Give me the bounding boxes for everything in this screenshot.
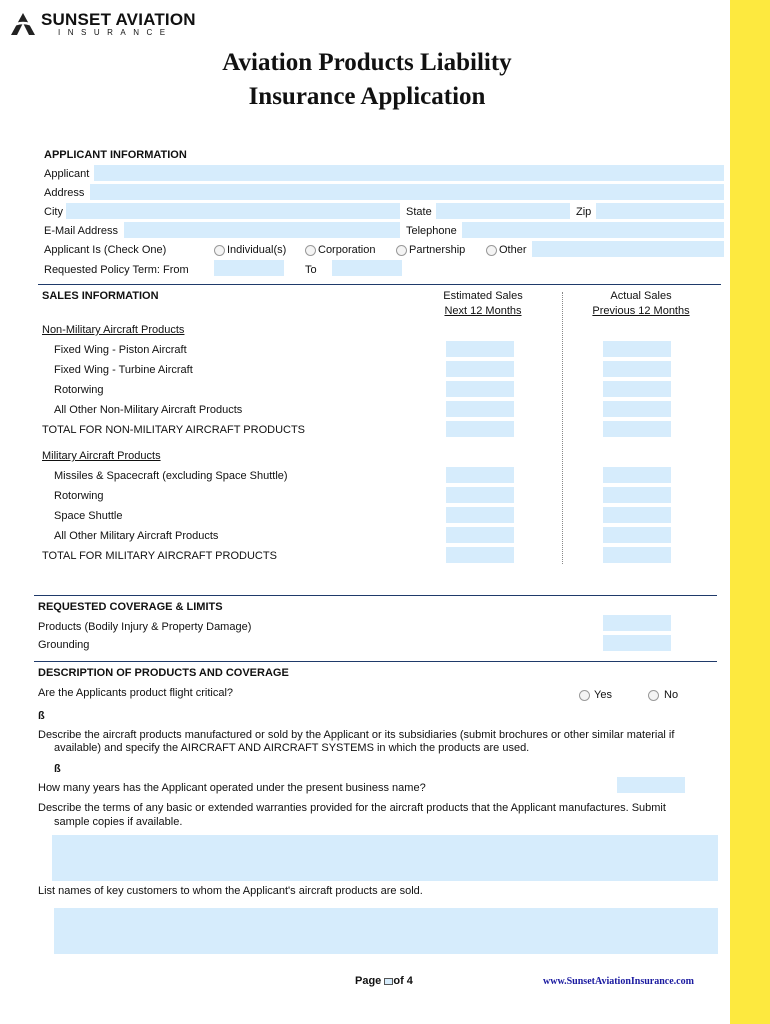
page-prefix: Page — [355, 975, 382, 987]
partnership-radio[interactable] — [396, 245, 407, 256]
title-line-2: Insurance Application — [248, 83, 486, 110]
corporation-radio[interactable] — [305, 245, 316, 256]
page-title — [150, 46, 584, 114]
term-to-label: To — [305, 264, 317, 276]
mil-total-actual-field[interactable] — [603, 547, 671, 563]
section-divider — [34, 595, 717, 596]
mil-item-other: All Other Military Aircraft Products — [54, 530, 219, 542]
nonmil-total-label: TOTAL FOR NON-MILITARY AIRCRAFT PRODUCTS — [42, 424, 306, 436]
customers-question: List names of key customers to whom the Applicant's aircraft products are sold. — [38, 885, 423, 897]
flight-critical-yes-radio[interactable] — [579, 690, 590, 701]
glyph-marker: ß — [38, 710, 45, 722]
mil-total-estimated-field[interactable] — [446, 547, 514, 563]
mil-total-label: TOTAL FOR MILITARY AIRCRAFT PRODUCTS — [42, 550, 277, 562]
products-coverage-label: Products (Bodily Injury & Property Damage) — [38, 621, 252, 633]
mil-shuttle-estimated-field[interactable] — [446, 507, 514, 523]
customers-textarea[interactable] — [54, 908, 718, 954]
estimated-sales-header: Estimated Sales — [443, 290, 523, 302]
section-divider — [38, 284, 721, 285]
other-field[interactable] — [532, 241, 724, 257]
mil-rotorwing-estimated-field[interactable] — [446, 487, 514, 503]
actual-sales-subheader: Previous 12 Months — [592, 305, 690, 317]
coverage-heading: REQUESTED COVERAGE & LIMITS — [38, 601, 223, 613]
nonmil-item-piston: Fixed Wing - Piston Aircraft — [54, 344, 187, 356]
mil-item-rotorwing: Rotorwing — [54, 490, 104, 502]
logo-subtitle: INSURANCE — [58, 28, 173, 37]
website-link[interactable]: www.SunsetAviationInsurance.com — [543, 976, 694, 987]
page-suffix: of 4 — [393, 975, 413, 987]
description-heading: DESCRIPTION OF PRODUCTS AND COVERAGE — [38, 667, 289, 679]
email-field[interactable] — [124, 222, 400, 238]
years-question: How many years has the Applicant operated under the present business name? — [38, 782, 426, 794]
yellow-side-bar — [730, 0, 770, 1024]
mil-other-actual-field[interactable] — [603, 527, 671, 543]
mil-shuttle-actual-field[interactable] — [603, 507, 671, 523]
flight-critical-question: Are the Applicants product flight critical? — [38, 687, 234, 699]
mil-rotorwing-actual-field[interactable] — [603, 487, 671, 503]
mil-missiles-estimated-field[interactable] — [446, 467, 514, 483]
products-coverage-field[interactable] — [603, 615, 671, 631]
state-field[interactable] — [436, 203, 570, 219]
military-heading: Military Aircraft Products — [42, 450, 161, 462]
nonmil-turbine-estimated-field[interactable] — [446, 361, 514, 377]
nonmil-piston-actual-field[interactable] — [603, 341, 671, 357]
describe-products-line-2: available) and specify the AIRCRAFT AND AIRCRAFT SYSTEMS in which the products are used. — [54, 742, 530, 754]
grounding-field[interactable] — [603, 635, 671, 651]
term-to-field[interactable] — [332, 260, 402, 276]
city-label: City — [44, 206, 63, 218]
sunset-logo-icon — [9, 11, 37, 37]
nonmil-item-other: All Other Non-Military Aircraft Products — [54, 404, 243, 416]
nonmil-turbine-actual-field[interactable] — [603, 361, 671, 377]
zip-label: Zip — [576, 206, 592, 218]
estimated-sales-subheader: Next 12 Months — [444, 305, 522, 317]
zip-field[interactable] — [596, 203, 724, 219]
nonmil-item-rotorwing: Rotorwing — [54, 384, 104, 396]
mil-missiles-actual-field[interactable] — [603, 467, 671, 483]
policy-term-label: Requested Policy Term: From — [44, 264, 189, 276]
corporation-label: Corporation — [318, 244, 376, 256]
other-radio[interactable] — [486, 245, 497, 256]
sales-heading: SALES INFORMATION — [42, 290, 159, 302]
telephone-field[interactable] — [462, 222, 724, 238]
warranty-question-line-1: Describe the terms of any basic or extended warranties provided for the aircraft products that the Applicant manufactures. Submit — [38, 802, 666, 814]
flight-critical-yes-label: Yes — [594, 689, 612, 701]
nonmil-rotorwing-estimated-field[interactable] — [446, 381, 514, 397]
nonmil-piston-estimated-field[interactable] — [446, 341, 514, 357]
term-from-field[interactable] — [214, 260, 284, 276]
individual-label: Individual(s) — [227, 244, 287, 256]
section-divider — [34, 661, 717, 662]
column-divider — [562, 292, 563, 564]
mil-item-missiles: Missiles & Spacecraft (excluding Space Shuttle) — [54, 470, 288, 482]
logo-name: SUNSET AVIATION — [41, 10, 196, 29]
other-label: Other — [499, 244, 527, 256]
applicant-type-label: Applicant Is (Check One) — [44, 244, 167, 256]
partnership-label: Partnership — [409, 244, 466, 256]
applicant-label: Applicant — [44, 168, 90, 180]
grounding-label: Grounding — [38, 639, 90, 651]
nonmil-other-actual-field[interactable] — [603, 401, 671, 417]
applicant-heading: APPLICANT INFORMATION — [44, 149, 187, 161]
page-number-field[interactable] — [384, 978, 393, 985]
warranty-textarea[interactable] — [52, 835, 718, 881]
state-label: State — [406, 206, 432, 218]
nonmil-rotorwing-actual-field[interactable] — [603, 381, 671, 397]
actual-sales-header: Actual Sales — [610, 290, 672, 302]
flight-critical-no-label: No — [664, 689, 679, 701]
describe-products-line-1: Describe the aircraft products manufactured or sold by the Applicant or its subsidiaries (submit brochures or other similar material if — [38, 729, 675, 741]
telephone-label: Telephone — [406, 225, 457, 237]
city-field[interactable] — [66, 203, 400, 219]
mil-other-estimated-field[interactable] — [446, 527, 514, 543]
flight-critical-no-radio[interactable] — [648, 690, 659, 701]
individual-radio[interactable] — [214, 245, 225, 256]
nonmil-total-estimated-field[interactable] — [446, 421, 514, 437]
mil-item-shuttle: Space Shuttle — [54, 510, 123, 522]
address-label: Address — [44, 187, 85, 199]
nonmil-other-estimated-field[interactable] — [446, 401, 514, 417]
glyph-marker: ß — [54, 763, 61, 775]
nonmil-total-actual-field[interactable] — [603, 421, 671, 437]
non-military-heading: Non-Military Aircraft Products — [42, 324, 185, 336]
page-indicator — [355, 975, 413, 988]
applicant-field[interactable] — [94, 165, 724, 181]
address-field[interactable] — [90, 184, 724, 200]
title-line-1: Aviation Products Liability — [222, 49, 512, 76]
warranty-question-line-2: sample copies if available. — [54, 816, 183, 828]
email-label: E-Mail Address — [44, 225, 118, 237]
years-field[interactable] — [617, 777, 685, 793]
nonmil-item-turbine: Fixed Wing - Turbine Aircraft — [54, 364, 193, 376]
